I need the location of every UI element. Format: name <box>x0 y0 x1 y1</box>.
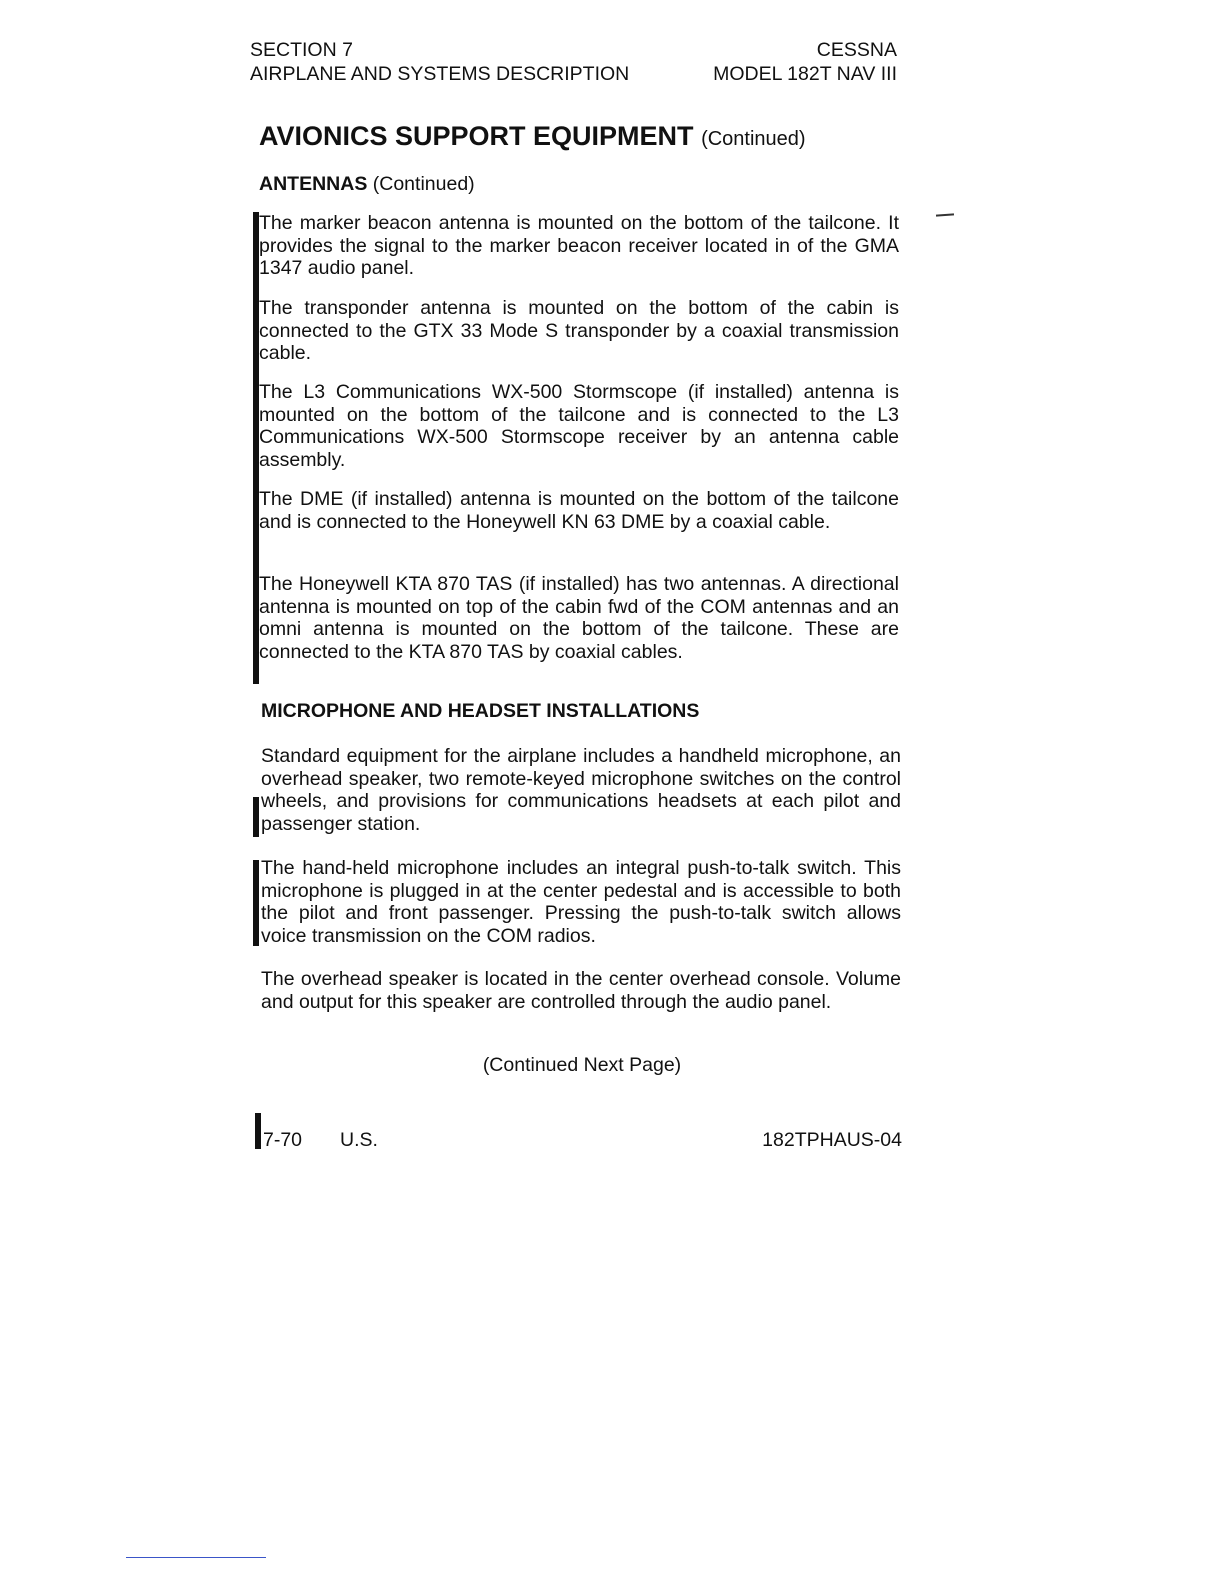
antennas-heading <box>259 172 475 196</box>
manufacturer: CESSNA <box>816 39 897 61</box>
document-code: 182TPHAUS-04 <box>762 1129 902 1151</box>
revision-bar <box>253 797 259 837</box>
paragraph-hand-held-mic: The hand-held microphone includes an integral push-to-talk switch. This microphone is plugged in at the center pedestal and is accessible to both the pilot and front passenger. Pressing the push-to-talk switch allows voice transmission on the COM radios. <box>261 857 901 947</box>
section-title: AIRPLANE AND SYSTEMS DESCRIPTION <box>250 63 630 85</box>
bottom-link-rule <box>126 1557 266 1558</box>
antennas-heading-continued: (Continued) <box>372 173 475 195</box>
paragraph-dme: The DME (if installed) antenna is mounted on the bottom of the tailcone and is connected to the Honeywell KN 63 DME by a coaxial cable. <box>259 488 899 533</box>
paragraph-standard-equipment: Standard equipment for the airplane includes a handheld microphone, an overhead speaker, two remote-keyed microphone switches on the control wheels, and provisions for communications headsets at each pilot and passenger station. <box>261 745 901 835</box>
paragraph-transponder: The transponder antenna is mounted on the bottom of the cabin is connected to the GTX 33 Mode S transponder by a coaxial transmission cable. <box>259 297 899 364</box>
page-title-main: AVIONICS SUPPORT EQUIPMENT <box>259 121 694 151</box>
paragraph-tas: The Honeywell KTA 870 TAS (if installed) has two antennas. A directional antenna is mounted on top of the cabin fwd of the COM antennas and an omni antenna is mounted on the bottom of the tailcone. These are connected to the KTA 870 TAS by coaxial cables. <box>259 573 899 663</box>
paragraph-marker-beacon: The marker beacon antenna is mounted on the bottom of the tailcone. It provides the signal to the marker beacon receiver located in of the GMA 1347 audio panel. <box>259 212 899 279</box>
continued-next-page: (Continued Next Page) <box>482 1054 682 1076</box>
revision-bar <box>253 860 259 946</box>
region-label: U.S. <box>340 1129 378 1151</box>
paragraph-overhead-speaker: The overhead speaker is located in the center overhead console. Volume and output for this speaker are controlled through the audio panel. <box>261 968 901 1013</box>
margin-mark <box>936 213 954 216</box>
revision-bar <box>255 1113 261 1149</box>
section-number: SECTION 7 <box>250 39 353 61</box>
model-name: MODEL 182T NAV III <box>713 63 897 85</box>
antennas-heading-text: ANTENNAS <box>259 173 368 195</box>
page-title <box>259 120 806 155</box>
page-number: 7-70 <box>263 1129 303 1151</box>
paragraph-stormscope: The L3 Communications WX-500 Stormscope (if installed) antenna is mounted on the bottom of the tailcone and is connected to the L3 Communications WX-500 Stormscope receiver by an antenna cable assembly. <box>259 381 899 471</box>
page-title-continued: (Continued) <box>701 128 806 150</box>
running-header-left <box>250 38 629 86</box>
microphone-heading: MICROPHONE AND HEADSET INSTALLATIONS <box>261 700 700 722</box>
running-header-right <box>713 38 897 86</box>
